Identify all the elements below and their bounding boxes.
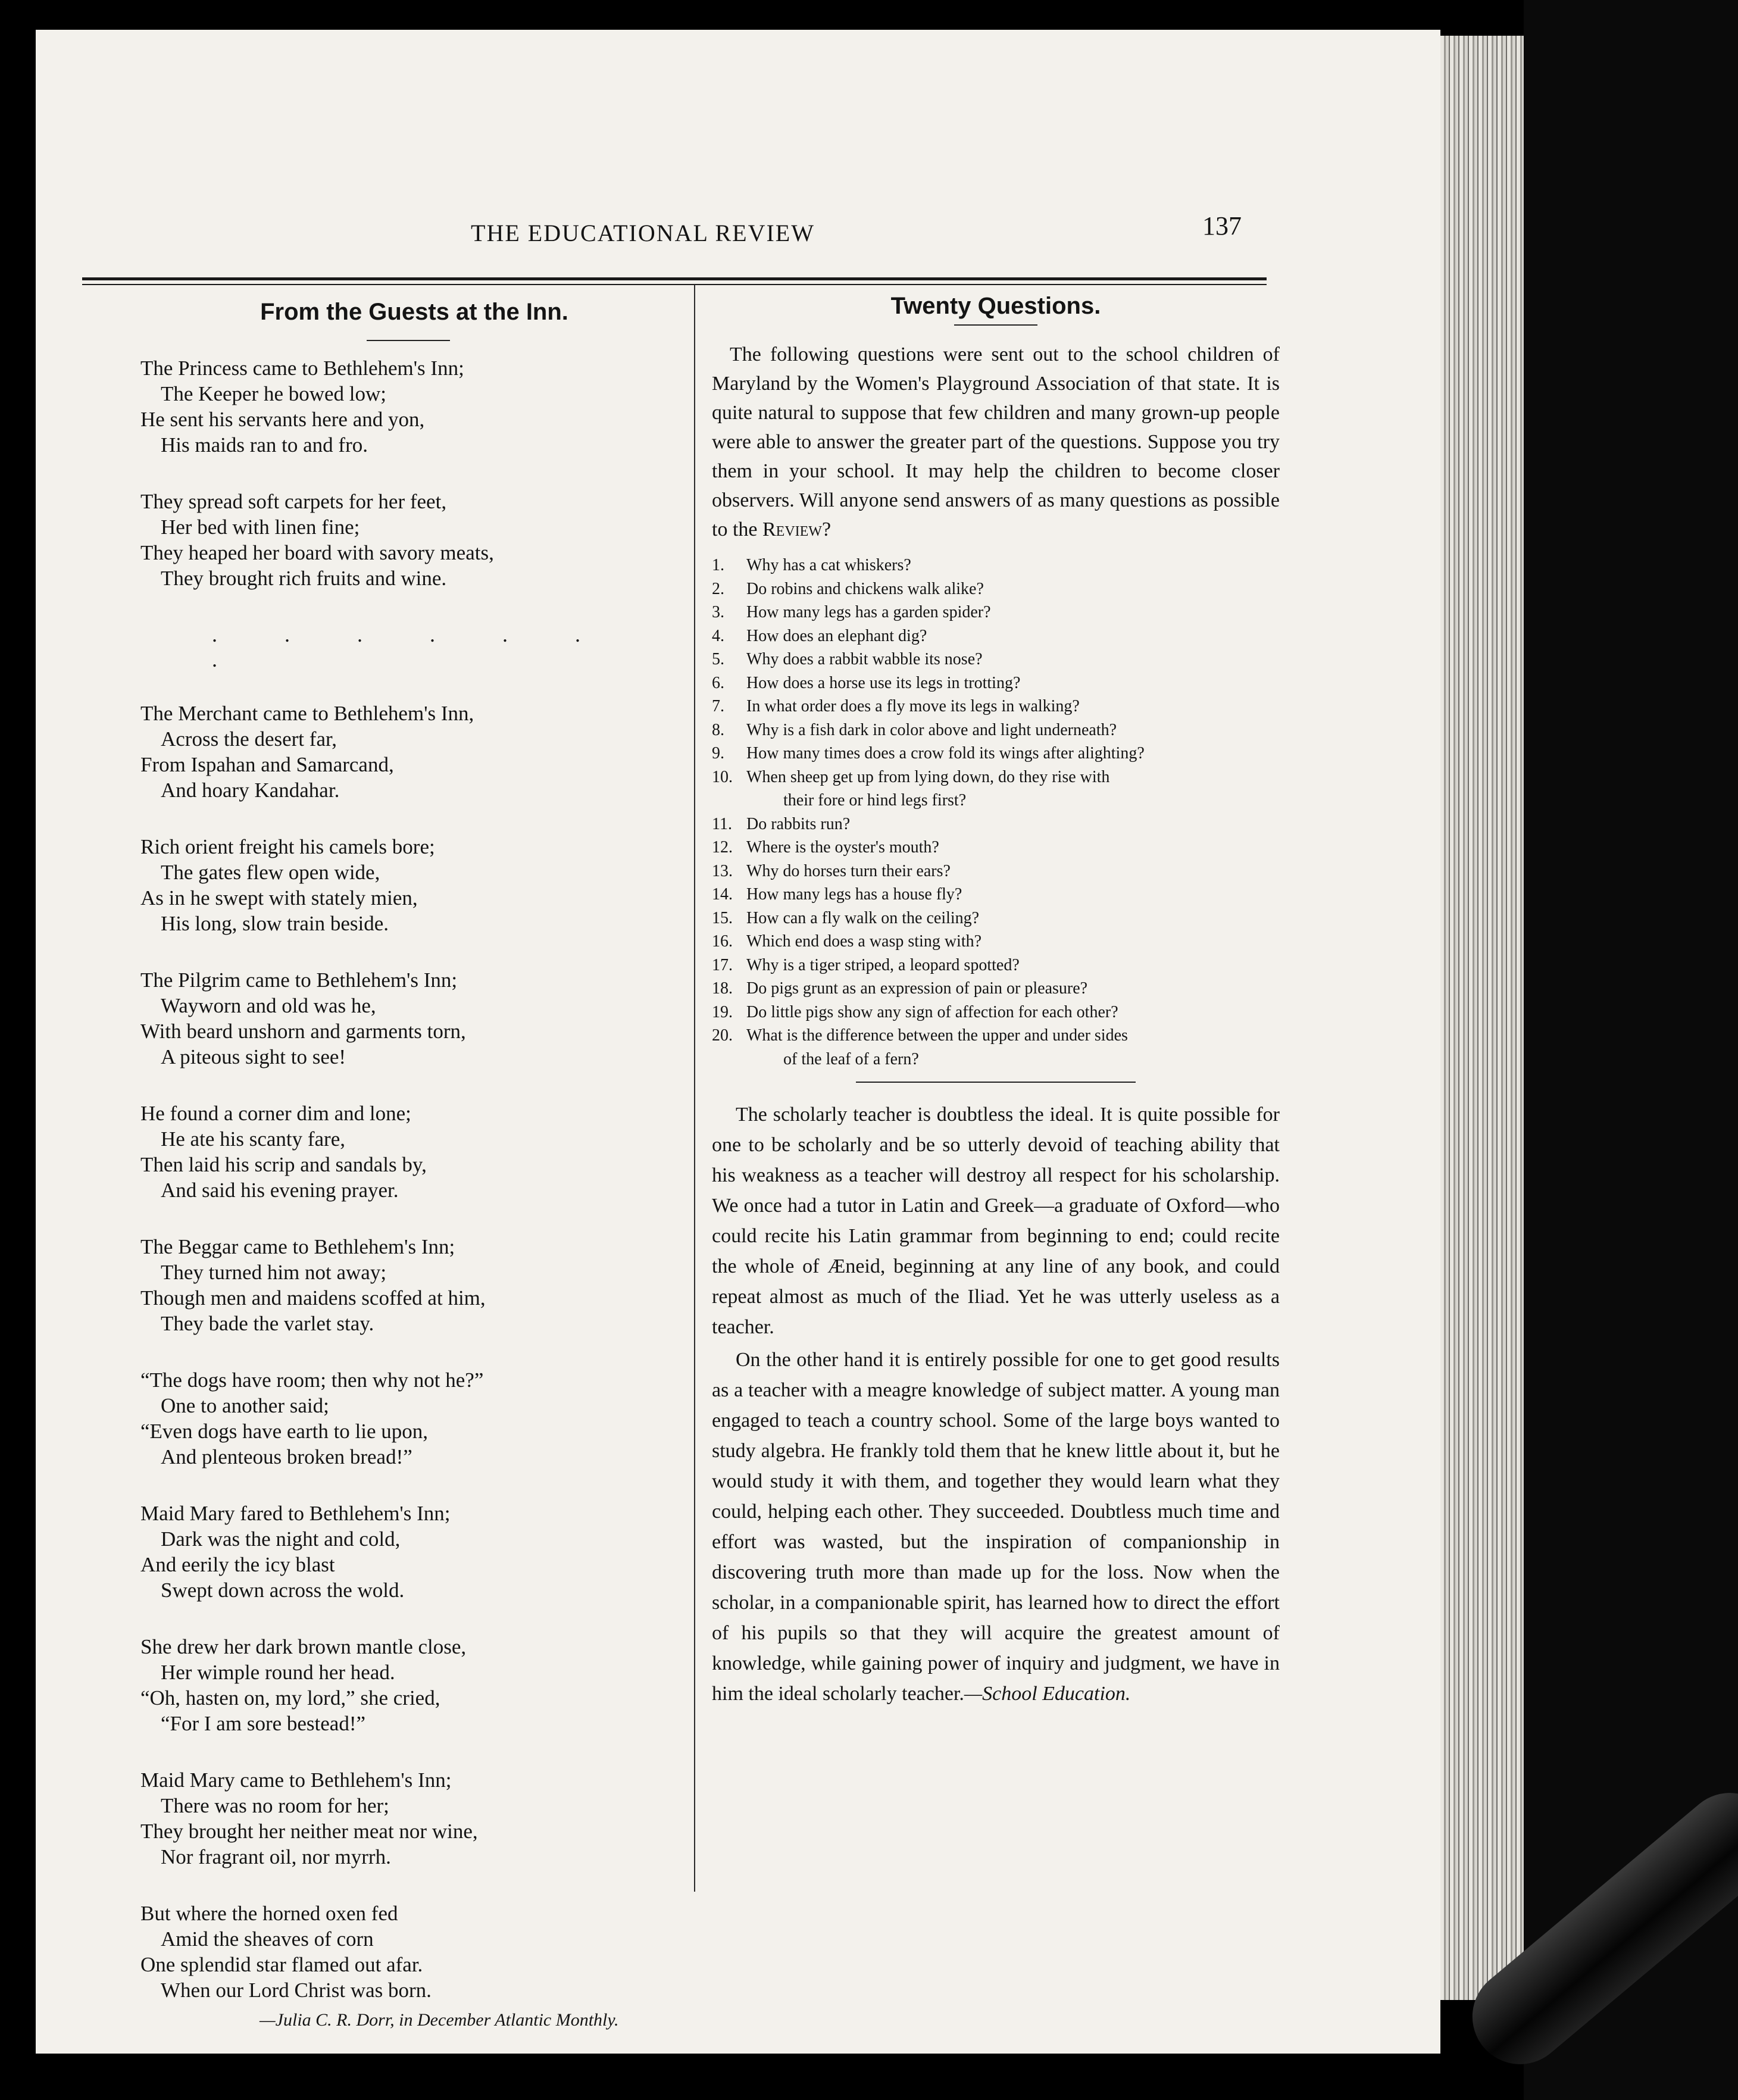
question-item	[712, 836, 1280, 860]
question-continuation: their fore or hind legs first?	[783, 791, 967, 810]
poem-attribution: —Julia C. R. Dorr, in December Atlantic Monthly.	[260, 2010, 619, 2030]
poem-stanza	[140, 489, 676, 591]
question-text	[746, 930, 1280, 954]
question-item	[712, 765, 1280, 789]
question-number: 11.	[712, 814, 732, 833]
poem-line: There was no room for her;	[161, 1794, 389, 1817]
question-text	[746, 907, 1280, 930]
question-number: 9.	[712, 744, 724, 762]
question-text-line: Where is the oyster's mouth?	[746, 838, 939, 857]
article-title: Twenty Questions.	[890, 293, 1101, 319]
question-item	[712, 930, 1280, 954]
question-text	[746, 836, 1280, 860]
poem-line: Nor fragrant oil, nor myrrh.	[161, 1845, 391, 1868]
poem-line: “The dogs have room; then why not he?”	[140, 1368, 484, 1392]
poem-line: They turned him not away;	[161, 1261, 387, 1284]
question-text	[746, 648, 1280, 671]
question-text-line: How many legs has a garden spider?	[746, 603, 991, 621]
question-continuation: of the leaf of a fern?	[783, 1049, 919, 1068]
question-text	[746, 671, 1280, 695]
question-number: 10.	[712, 767, 733, 786]
question-number: 5.	[712, 650, 724, 668]
page-stack-edges	[1440, 36, 1530, 2000]
poem-line: A piteous sight to see!	[161, 1045, 346, 1068]
poem-line: His long, slow train beside.	[161, 912, 389, 935]
poem-line: “For I am sore bestead!”	[161, 1712, 366, 1735]
book-cover-edge	[1524, 0, 1738, 2100]
question-item	[712, 812, 1280, 836]
poem-line: Her bed with linen fine;	[161, 515, 360, 539]
poem-line: With beard unshorn and garments torn,	[140, 1020, 466, 1043]
question-text	[746, 554, 1280, 577]
question-number: 13.	[712, 861, 733, 880]
question-text-line: Do robins and chickens walk alike?	[746, 579, 984, 598]
poem-line: He found a corner dim and lone;	[140, 1102, 411, 1125]
question-number: 19.	[712, 1002, 733, 1021]
question-number: 7.	[712, 697, 724, 715]
question-text-line: What is the difference between the upper and under sides	[746, 1026, 1128, 1045]
question-text-line: Why do horses turn their ears?	[746, 861, 951, 880]
question-text-line: Why has a cat whiskers?	[746, 556, 911, 574]
question-text-line: How does an elephant dig?	[746, 626, 927, 645]
header-rule	[82, 277, 1267, 285]
column-divider	[694, 285, 695, 1892]
poem-line: Maid Mary fared to Bethlehem's Inn;	[140, 1502, 451, 1525]
question-item	[712, 648, 1280, 671]
poem-ellipsis: . . . . . . .	[212, 623, 611, 671]
question-text	[746, 601, 1280, 624]
question-text-line: How many times does a crow fold its wings after alighting?	[746, 744, 1145, 762]
question-number: 20.	[712, 1026, 733, 1045]
poem-stanzas	[140, 355, 676, 2003]
question-item	[712, 671, 1280, 695]
poem-line: From Ispahan and Samarcand,	[140, 753, 394, 776]
question-text-line: In what order does a fly move its legs in walking?	[746, 697, 1080, 715]
question-item	[712, 695, 1280, 718]
poem-line: The Keeper he bowed low;	[161, 382, 387, 405]
poem-line: “Even dogs have earth to lie upon,	[140, 1420, 429, 1443]
poem-line: Then laid his scrip and sandals by,	[140, 1153, 427, 1176]
question-number: 14.	[712, 885, 733, 904]
poem-stanza	[140, 355, 676, 458]
poem-line: One to another said;	[161, 1394, 329, 1417]
poem-line: As in he swept with stately mien,	[140, 886, 418, 910]
poem-line: His maids ran to and fro.	[161, 433, 368, 457]
essay-source: —School Education.	[964, 1683, 1131, 1705]
question-item	[712, 907, 1280, 930]
article-intro	[712, 340, 1280, 544]
poem-line: Rich orient freight his camels bore;	[140, 835, 435, 858]
poem-line: Dark was the night and cold,	[161, 1527, 401, 1551]
poem-title: From the Guests at the Inn.	[260, 299, 568, 325]
poem-line: They brought rich fruits and wine.	[161, 567, 447, 590]
question-item	[712, 860, 1280, 883]
poem-line: One splendid star flamed out afar.	[140, 1953, 423, 1976]
question-item	[712, 577, 1280, 601]
question-item	[712, 954, 1280, 977]
question-text	[746, 1024, 1280, 1048]
question-text	[746, 742, 1280, 765]
poem-line: Maid Mary came to Bethlehem's Inn;	[140, 1768, 452, 1792]
question-text-line: Do pigs grunt as an expression of pain or pleasure?	[746, 979, 1088, 998]
poem-stanza	[140, 1367, 676, 1470]
question-item	[712, 554, 1280, 577]
question-text-line: Why is a fish dark in color above and light underneath?	[746, 720, 1117, 739]
question-item	[712, 977, 1280, 1001]
question-number: 18.	[712, 979, 733, 998]
question-text	[746, 624, 1280, 648]
poem-line: The Beggar came to Bethlehem's Inn;	[140, 1235, 455, 1258]
question-text-line: Which end does a wasp sting with?	[746, 932, 982, 951]
poem-line: And plenteous broken bread!”	[161, 1445, 412, 1468]
poem-line: They spread soft carpets for her feet,	[140, 490, 447, 513]
question-text	[746, 1001, 1280, 1024]
question-item	[712, 742, 1280, 765]
poem-stanza	[140, 701, 676, 803]
poem-stanza	[140, 1101, 676, 1203]
poem-line: And eerily the icy blast	[140, 1553, 335, 1576]
poem-column	[140, 292, 676, 2030]
poem-stanza	[140, 1501, 676, 1603]
question-item	[712, 1001, 1280, 1024]
question-text-line: Why does a rabbit wabble its nose?	[746, 650, 983, 668]
question-text-line: Do little pigs show any sign of affection for each other?	[746, 1002, 1118, 1021]
question-text	[746, 812, 1280, 836]
essay-paragraph-1: The scholarly teacher is doubtless the ideal. It is quite possible for one to be scholarly and be so utterly devoid of teaching ability that his weakness as a teacher will destroy all respect for his scholarship. We once had a tutor in Latin and Greek—a graduate of Oxford—who could recite his Latin grammar from beginning to end; could recite the whole of Æneid, beginning at any line of any book, and could repeat almost as much of the Iliad. Yet he was utterly useless as a teacher.	[712, 1104, 1280, 1338]
poem-line: When our Lord Christ was born.	[161, 1979, 432, 2002]
intro-text: The following questions were sent out to the school children of Maryland by the Women's Playground Association of that state. It is quite natural to suppose that few children and many grown-up people were able to answer the greater part of the questions. Suppose you try them in your school. It may help the children to become closer observers. Will anyone send answers of as many questions as possible to the	[712, 343, 1280, 540]
question-text	[746, 577, 1280, 601]
running-title: THE EDUCATIONAL REVIEW	[471, 220, 815, 246]
question-item	[712, 1024, 1280, 1048]
essay-paragraph-2-text: On the other hand it is entirely possible for one to get good results as a teacher with a meagre knowledge of subject matter. A young man engaged to teach a country school. Some of the large boys wanted to study algebra. He frankly told them that he knew little about it, but he would study it with them, and together they would learn what they could, helping each other. They succeeded. Doubtless much time and effort was wasted, but the inspiration of companionship in discovering truth more than made up for the loss. Now when the scholar, in a companionable spirit, has learned how to direct the effort of his pupils so that they will acquire the greatest amount of knowledge, while gaining power of inquiry and judgment, we have in him the ideal scholarly teacher.	[712, 1349, 1280, 1705]
poem-stanza	[140, 967, 676, 1070]
question-number: 15.	[712, 908, 733, 927]
question-item	[712, 718, 1280, 742]
question-text-line: When sheep get up from lying down, do they rise with	[746, 767, 1110, 786]
poem-line: Amid the sheaves of corn	[161, 1927, 374, 1951]
question-number: 12.	[712, 838, 733, 857]
question-text	[746, 765, 1280, 789]
poem-line: The Merchant came to Bethlehem's Inn,	[140, 702, 474, 725]
poem-line: And said his evening prayer.	[161, 1179, 399, 1202]
intro-review-word: Review?	[762, 518, 832, 540]
poem-line: The gates flew open wide,	[161, 861, 380, 884]
poem-stanza	[140, 1634, 676, 1736]
question-text	[746, 695, 1280, 718]
poem-line: Swept down across the wold.	[161, 1579, 405, 1602]
question-number: 8.	[712, 720, 724, 739]
question-text-line: How can a fly walk on the ceiling?	[746, 908, 980, 927]
poem-line: Though men and maidens scoffed at him,	[140, 1286, 486, 1310]
essay-paragraph-2	[712, 1345, 1280, 1709]
question-text	[746, 883, 1280, 907]
questions-column	[712, 292, 1280, 1711]
question-number: 4.	[712, 626, 724, 645]
page-content	[36, 30, 1440, 2054]
question-item	[712, 883, 1280, 907]
poem-title-rule	[367, 340, 450, 341]
question-text-line: How many legs has a house fly?	[746, 885, 962, 904]
section-rule	[856, 1082, 1136, 1083]
poem-line: Her wimple round her head.	[161, 1661, 395, 1684]
question-number: 3.	[712, 603, 724, 621]
question-item	[712, 624, 1280, 648]
poem-line: And hoary Kandahar.	[161, 779, 340, 802]
question-text-line: Why is a tiger striped, a leopard spotted?	[746, 955, 1020, 974]
question-number: 17.	[712, 955, 733, 974]
poem-line: They bade the varlet stay.	[161, 1312, 374, 1335]
question-number: 1.	[712, 556, 724, 574]
poem-line: Across the desert far,	[161, 727, 337, 751]
poem-line: They heaped her board with savory meats,	[140, 541, 494, 564]
question-text	[746, 954, 1280, 977]
poem-stanza	[140, 834, 676, 936]
page-number: 137	[1202, 211, 1242, 240]
article-title-rule	[954, 324, 1037, 326]
poem-stanza	[140, 1901, 676, 2003]
poem-stanza	[140, 1767, 676, 1870]
question-text-line: Do rabbits run?	[746, 814, 851, 833]
question-text	[746, 860, 1280, 883]
questions-list	[712, 554, 1280, 1071]
question-text	[746, 718, 1280, 742]
poem-line: They brought her neither meat nor wine,	[140, 1820, 478, 1843]
poem-line: Wayworn and old was he,	[161, 994, 376, 1017]
poem-line: The Princess came to Bethlehem's Inn;	[140, 357, 464, 380]
poem-line: But where the horned oxen fed	[140, 1902, 398, 1925]
question-number: 16.	[712, 932, 733, 951]
poem-line: The Pilgrim came to Bethlehem's Inn;	[140, 968, 458, 992]
poem-line: He sent his servants here and yon,	[140, 408, 425, 431]
poem-line: She drew her dark brown mantle close,	[140, 1635, 467, 1658]
question-number: 6.	[712, 673, 724, 692]
question-item	[712, 601, 1280, 624]
question-text	[746, 977, 1280, 1001]
poem-line: “Oh, hasten on, my lord,” she cried,	[140, 1686, 440, 1710]
poem-line: He ate his scanty fare,	[161, 1127, 345, 1151]
question-text-line: How does a horse use its legs in trotting?	[746, 673, 1021, 692]
question-number: 2.	[712, 579, 724, 598]
poem-stanza	[140, 1234, 676, 1336]
